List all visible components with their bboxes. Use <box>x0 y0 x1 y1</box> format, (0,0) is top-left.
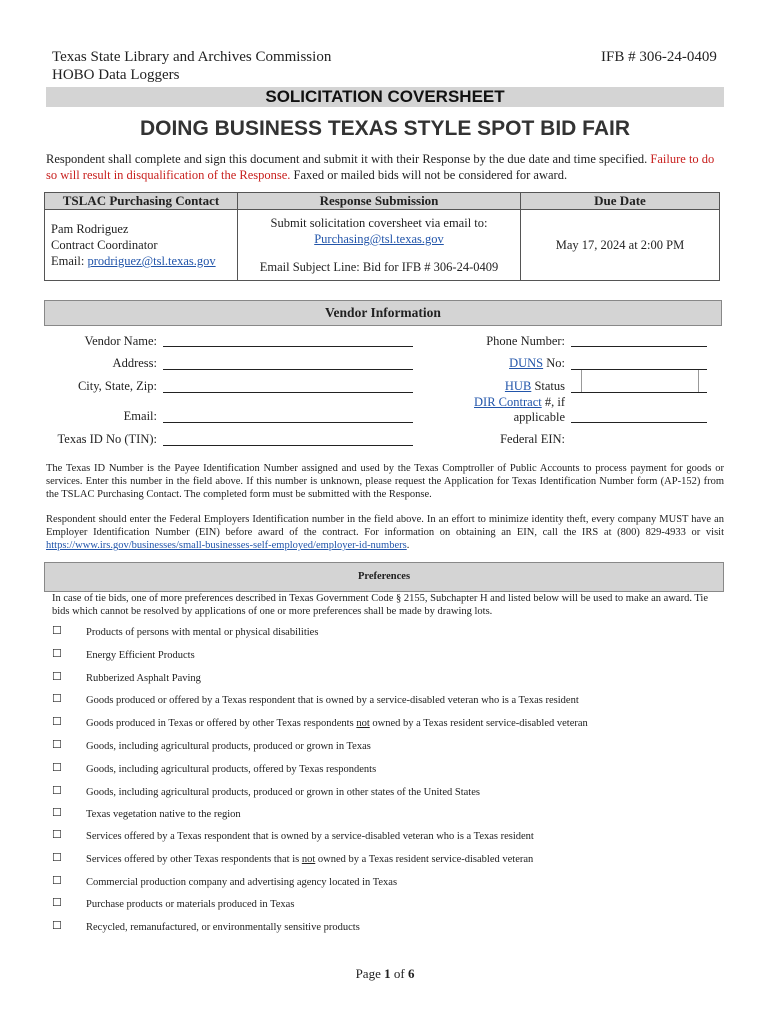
applicable-label: applicable <box>513 410 565 424</box>
ein-explanation <box>46 513 724 552</box>
agency-name: Texas State Library and Archives Commission <box>52 49 332 65</box>
preference-checkbox[interactable]: ☐ <box>52 920 62 932</box>
preference-label: Goods, including agricultural products, produced or grown in other states of the United States <box>86 787 480 798</box>
due-date-value: May 17, 2024 at 2:00 PM <box>555 237 685 252</box>
response-submission-cell <box>238 210 521 281</box>
preference-checkbox[interactable]: ☐ <box>52 897 62 909</box>
submission-email-link[interactable]: Purchasing@tsl.texas.gov <box>314 232 444 246</box>
preference-checkbox[interactable]: ☐ <box>52 785 62 797</box>
vendor-name-label: Vendor Name: <box>84 334 157 348</box>
preference-label: Goods, including agricultural products, offered by Texas respondents <box>86 764 377 775</box>
preference-label: Goods produced in Texas or offered by other Texas respondents not owned by a Texas resident service-disabled veteran <box>86 718 588 729</box>
preference-label: Rubberized Asphalt Paving <box>86 673 201 684</box>
header-response-submission: Response Submission <box>238 193 521 210</box>
tin-label: Texas ID No (TIN): <box>57 432 157 446</box>
preference-checkbox[interactable]: ☐ <box>52 852 62 864</box>
address-field[interactable] <box>163 369 413 370</box>
intro-part1: Respondent shall complete and sign this document and submit it with their Response by the due date and time specified. <box>46 152 648 166</box>
page-number: 1 <box>384 966 391 981</box>
preference-label: Commercial production company and advertising agency located in Texas <box>86 877 398 888</box>
city-state-zip-label: City, State, Zip: <box>77 379 157 393</box>
preference-checkbox[interactable]: ☐ <box>52 829 62 841</box>
project-name: HOBO Data Loggers <box>52 67 180 83</box>
contact-email-link[interactable]: prodriguez@tsl.texas.gov <box>87 254 216 268</box>
contact-email-label: Email: <box>51 254 85 268</box>
preference-label: Recycled, remanufactured, or environmentally sensitive products <box>86 922 360 933</box>
ein-explanation-end: . <box>406 540 410 551</box>
tin-explanation: The Texas ID Number is the Payee Identification Number assigned and used by the Texas Comptroller of Public Accounts to process payment for goods or services. Enter this number in the field above. If this number is unknown, please request the Application for Texas Identification Number form (AP-152) from the TSLAC Purchasing Contact. The completed form must be submitted with the Response. <box>46 463 724 500</box>
page-footer <box>0 966 770 982</box>
intro-warning-b: so will result in disqualification of the Response. <box>46 168 291 182</box>
dir-contract-field[interactable] <box>571 422 707 423</box>
contact-name: Pam Rodriguez <box>51 222 129 236</box>
preferences-intro: In case of tie bids, one of more preferences described in Texas Government Code § 2155, Subchapter H and listed below will be used to make an award. Tie bids which cannot be resolved by applications of one or more preferences shall be made by drawing lots. <box>52 593 709 617</box>
duns-label-rest: No: <box>543 356 565 370</box>
duns-label <box>440 356 565 370</box>
preferences-header: Preferences <box>44 562 724 592</box>
of-label: of <box>393 966 405 981</box>
main-title: DOING BUSINESS TEXAS STYLE SPOT BID FAIR <box>139 117 631 140</box>
ein-explanation-text: Respondent should enter the Federal Employers Identification number in the field above. In an effort to minimize identity theft, every company MUST have an Employer Identification Number (EIN) before award of the contract. For information on obtaining an EIN, call the IRS at (800) 829-4933 or visit <box>46 514 724 538</box>
contact-title: Contract Coordinator <box>51 238 158 252</box>
vendor-name-field[interactable] <box>163 346 413 347</box>
preference-label: Texas vegetation native to the region <box>86 809 241 820</box>
dir-contract-label <box>440 395 565 409</box>
address-label: Address: <box>112 356 157 370</box>
irs-ein-link[interactable]: https://www.irs.gov/businesses/small-businesses-self-employed/employer-id-numbers <box>46 540 407 551</box>
submission-instruction: Submit solicitation coversheet via email to: <box>270 216 488 230</box>
preference-checkbox[interactable]: ☐ <box>52 671 62 683</box>
preference-label: Energy Efficient Products <box>86 650 195 661</box>
phone-field[interactable] <box>571 346 707 347</box>
preference-label: Goods produced or offered by a Texas respondent that is owned by a service-disabled veteran who is a Texas resident <box>86 695 579 706</box>
preference-checkbox[interactable]: ☐ <box>52 739 62 751</box>
hub-label <box>440 379 565 393</box>
preference-label: Services offered by a Texas respondent that is owned by a service-disabled veteran who is a Texas resident <box>86 831 534 842</box>
hub-link[interactable]: HUB <box>504 379 532 393</box>
due-date-cell <box>521 210 720 281</box>
preference-checkbox[interactable]: ☐ <box>52 716 62 728</box>
contact-email-line <box>51 253 231 269</box>
hub-status-box[interactable] <box>581 370 699 392</box>
contact-info-table <box>44 192 720 281</box>
tin-field[interactable] <box>163 445 413 446</box>
phone-label: Phone Number: <box>486 334 565 348</box>
duns-link[interactable]: DUNS <box>509 356 544 370</box>
hub-field[interactable] <box>571 392 707 393</box>
purchasing-contact-cell <box>45 210 238 281</box>
vendor-info-header: Vendor Information <box>44 300 722 326</box>
preference-label: Goods, including agricultural products, produced or grown in Texas <box>86 741 371 752</box>
preference-checkbox[interactable]: ☐ <box>52 762 62 774</box>
submission-subject: Email Subject Line: Bid for IFB # 306-24-0409 <box>259 260 499 274</box>
solicitation-coversheet-band: SOLICITATION COVERSHEET <box>46 87 724 107</box>
preference-checkbox[interactable]: ☐ <box>52 807 62 819</box>
header-purchasing-contact: TSLAC Purchasing Contact <box>45 193 238 210</box>
ein-label: Federal EIN: <box>500 432 565 446</box>
preference-checkbox[interactable]: ☐ <box>52 648 62 660</box>
email-label: Email: <box>123 409 157 423</box>
preference-checkbox[interactable]: ☐ <box>52 693 62 705</box>
city-state-zip-field[interactable] <box>163 392 413 393</box>
intro-text <box>46 151 730 183</box>
preference-checkbox[interactable]: ☐ <box>52 875 62 887</box>
page-label: Page <box>355 966 381 981</box>
preference-label: Purchase products or materials produced in Texas <box>86 899 295 910</box>
dir-contract-link[interactable]: DIR Contract <box>474 395 542 409</box>
header-due-date: Due Date <box>521 193 720 210</box>
dir-label-rest: #, if <box>541 395 565 409</box>
ifb-number: IFB # 306-24-0409 <box>601 49 717 65</box>
preference-label: Services offered by other Texas respondents that is not owned by a Texas resident service-disabled veteran <box>86 854 534 865</box>
hub-label-rest: Status <box>531 379 565 393</box>
email-field[interactable] <box>163 422 413 423</box>
preference-label: Products of persons with mental or physical disabilities <box>86 627 319 638</box>
intro-warning-a: Failure to do <box>650 152 715 166</box>
page-total: 6 <box>407 966 415 981</box>
preference-checkbox[interactable]: ☐ <box>52 625 62 637</box>
intro-part2: Faxed or mailed bids will not be considered for award. <box>293 168 568 182</box>
